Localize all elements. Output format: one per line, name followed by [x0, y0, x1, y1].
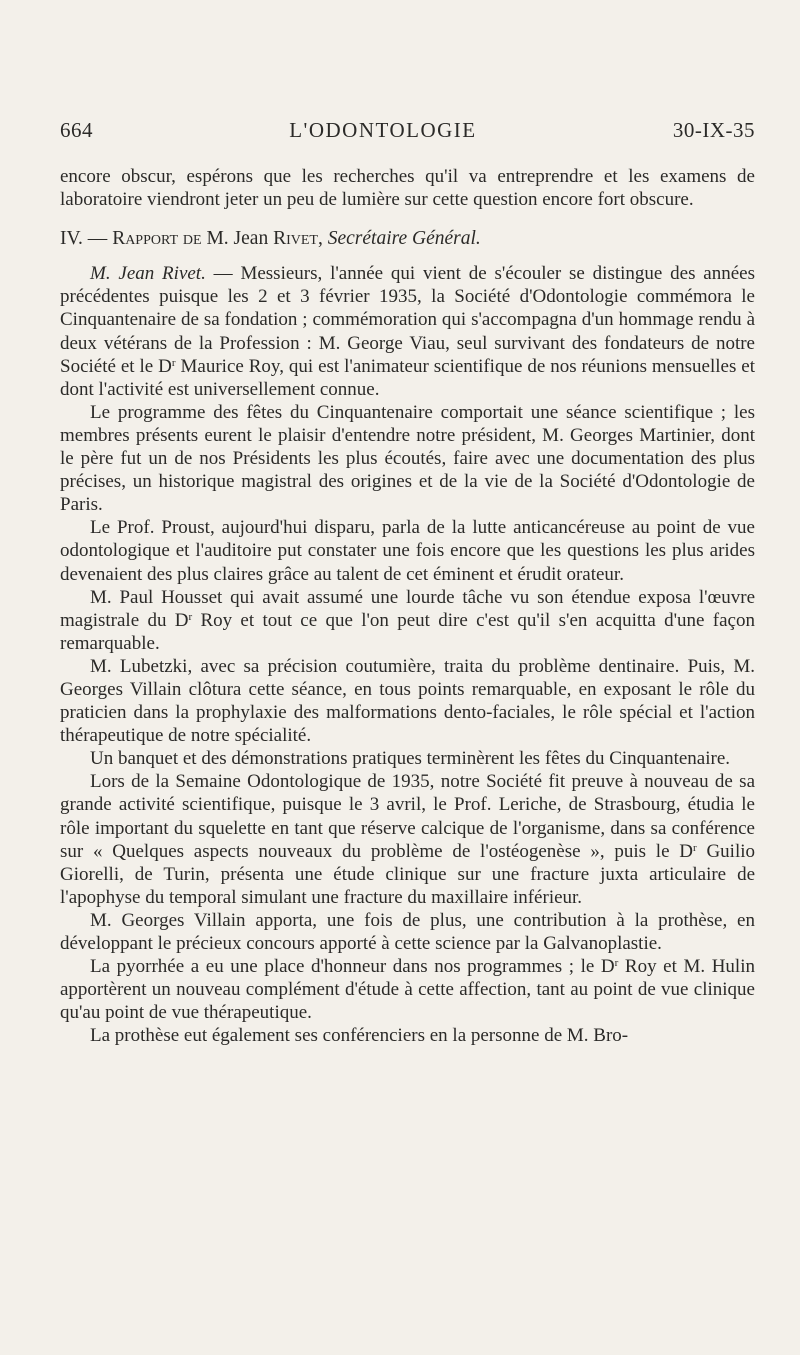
- page-number: 664: [60, 118, 93, 142]
- paragraph-text: Maurice Roy, qui est l'animateur scientifique de nos réunions mensuelles et dont l'activité est universellement connue.: [60, 355, 755, 400]
- superscript: r: [171, 356, 176, 369]
- paragraph: [60, 770, 755, 909]
- running-title: L'ODONTOLOGIE: [289, 118, 477, 142]
- section-rapport: Rapport de: [112, 228, 202, 250]
- paragraph: encore obscur, espérons que les recherches qu'il va entreprendre et les examens de laboratoire viendront jeter un peu de lumière sur cette question encore fort obscure.: [60, 166, 755, 211]
- speaker-name: M. Jean Rivet.: [90, 263, 206, 285]
- paragraph-text: La pyorrhée a eu une place d'honneur dans nos programmes ; le D: [90, 956, 615, 978]
- issue-date: 30-IX-35: [672, 118, 755, 142]
- paragraph: Un banquet et des démonstrations pratiques terminèrent les fêtes du Cinquantenaire.: [90, 748, 731, 770]
- section-number: IV. —: [60, 228, 113, 250]
- section-m: M. Jean: [201, 228, 274, 250]
- paragraph-text: Guilio Giorelli, de Turin, présenta une étude clinique sur une fracture juxta articulaire de l'apophyse du temporal simulant une fracture du maxillaire inférieur.: [60, 840, 755, 908]
- section-heading: [60, 227, 755, 250]
- paragraph-text: — Messieurs, l'année qui vient de s'écouler se distingue des années précédentes puisque les 2 et 3 février 1935, la Société d'Odontologie commémora le Cinquantenaire de sa fondation ; commémoration qui s'accompagna d'un hommage rendu à deux vétérans de la Profession : M. George Viau, seul survivant des fondateurs de notre Société et le D: [60, 263, 755, 377]
- superscript: r: [188, 610, 193, 623]
- paragraph: M. Georges Villain apporta, une fois de plus, une contribution à la prothèse, en développant le précieux concours apporté à cette science par la Galvanoplastie.: [60, 909, 755, 954]
- paragraph: [60, 262, 755, 401]
- running-header: [60, 118, 755, 143]
- superscript: r: [693, 841, 697, 854]
- paragraph: Le Prof. Proust, aujourd'hui disparu, parla de la lutte anticancéreuse au point de vue odontologique et l'auditoire put constater une fois encore que les questions les plus arides devenaient des plus claires grâce au talent de cet éminent et érudit orateur.: [60, 517, 755, 585]
- section-role: Secrétaire Général.: [327, 228, 481, 250]
- paragraph: La prothèse eut également ses conférenciers en la personne de M. Bro-: [90, 1025, 629, 1047]
- paragraph-text: Lors de la Semaine Odontologique de 1935, notre Société fit preuve à nouveau de sa grande activité scientifique, puisque le 3 avril, le Prof. Leriche, de Strasbourg, étudia le rôle important du squelette en tant que réserve calcique de l'organisme, dans sa conférence sur « Quelques aspects nouveaux du problème de l'ostéogenèse », puis le D: [60, 771, 755, 862]
- paragraph: [60, 955, 755, 1024]
- paragraph: [60, 586, 755, 655]
- paragraph: M. Lubetzki, avec sa précision coutumière, traita du problème dentinaire. Puis, M. Georges Villain clôtura cette séance, en tous points remarquable, en exposant le rôle du praticien dans la prophylaxie des malformations dento-faciales, le rôle spécial et l'action thérapeutique de notre spécialité.: [60, 655, 755, 747]
- section-comma: ,: [317, 228, 328, 250]
- paragraph: Le programme des fêtes du Cinquantenaire comportait une séance scientifique ; les membres présents eurent le plaisir d'entendre notre président, M. Georges Martinier, dont le père fut un de nos Présidents les plus écoutés, faire avec une documentation des plus précises, un historique magistral des origines et de la vie de la Société d'Odontologie de Paris.: [60, 401, 755, 516]
- paragraph-text: M. Paul Housset qui avait assumé une lourde tâche vu son étendue exposa l'œuvre magistrale du D: [60, 586, 755, 631]
- body-text: [60, 165, 755, 1047]
- paragraph-text: Roy et M. Hulin apportèrent un nouveau complément d'étude à cette affection, tant au point de vue clinique qu'au point de vue thérapeutique.: [60, 956, 755, 1024]
- superscript: r: [614, 957, 619, 970]
- section-author: Rivet: [273, 228, 318, 250]
- paragraph-text: Roy et tout ce que l'on peut dire c'est qu'il s'en acquitta d'une façon remarquable.: [60, 609, 755, 654]
